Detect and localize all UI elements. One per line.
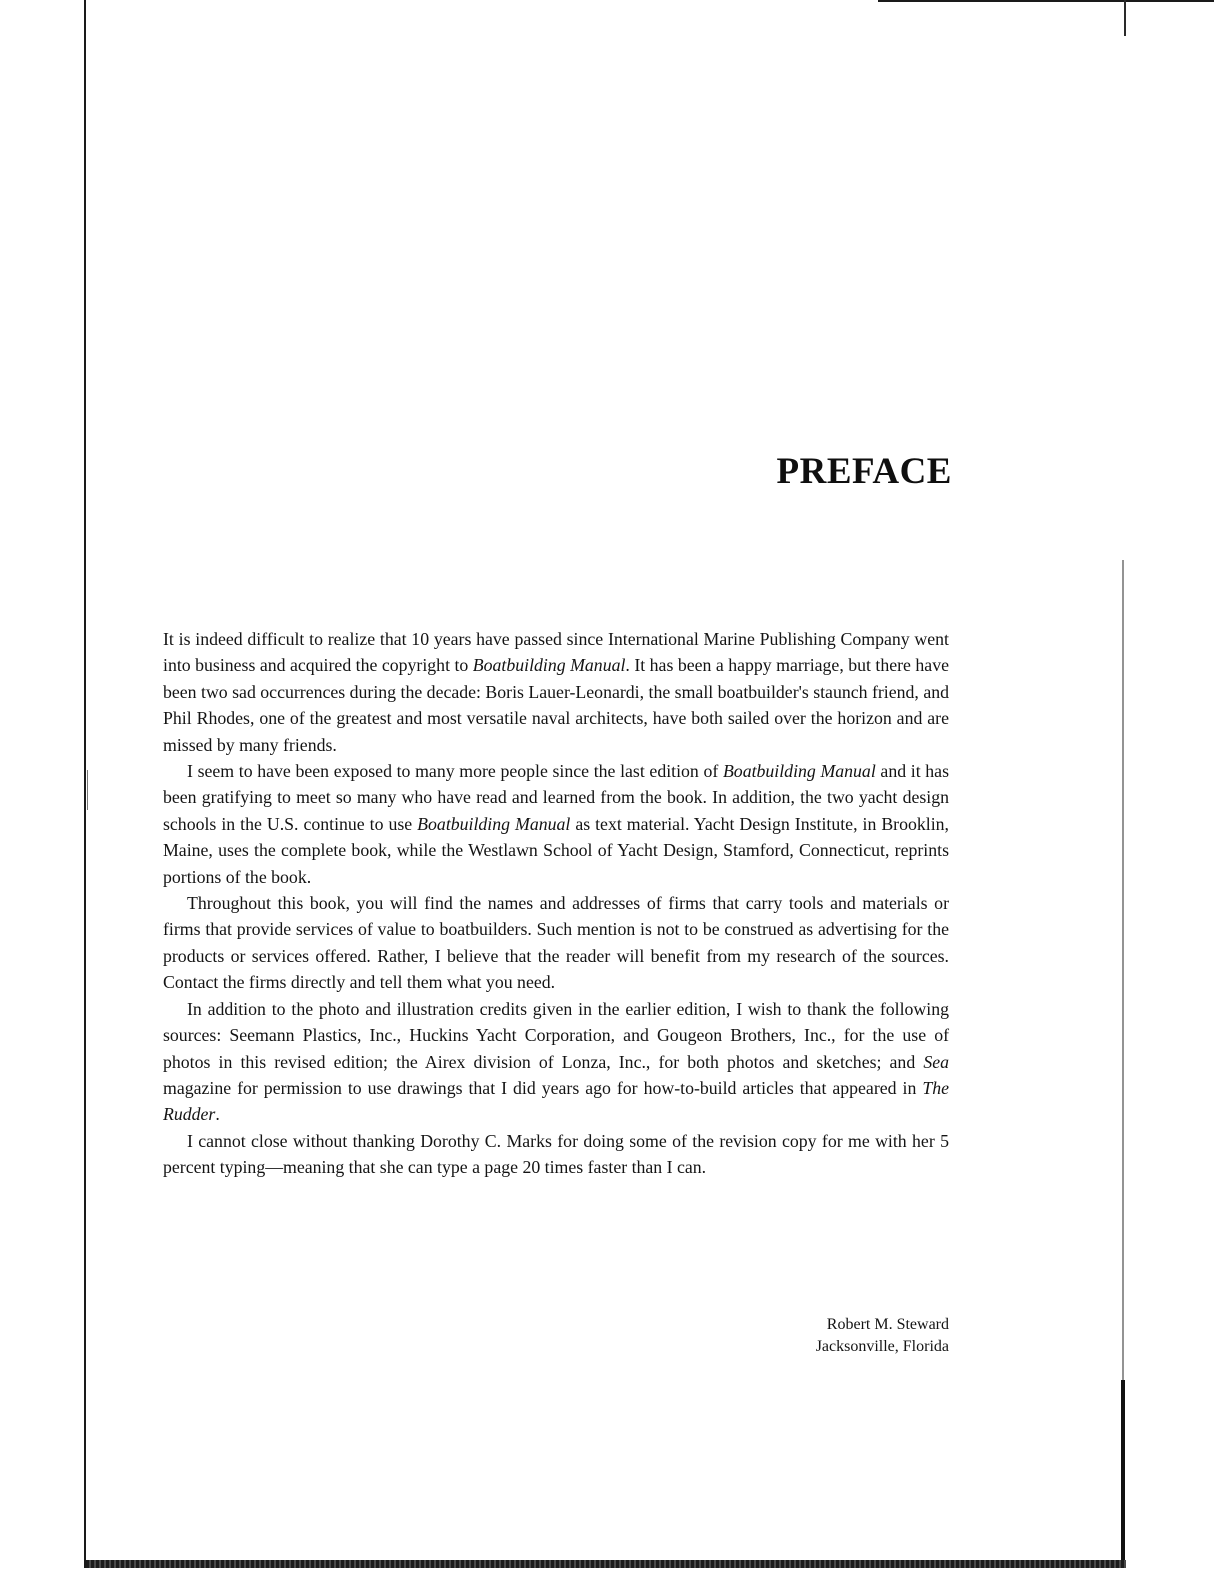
- paragraph-text: as text material. Yacht Design Institute, in Brooklin, Maine, uses the complete book, while the Westlawn School of Yacht Design, Stamford, Connecticut, reprints portions of the book.: [163, 813, 949, 887]
- scan-left-edge: [84, 0, 86, 1568]
- author-name: Robert M. Steward: [826, 1316, 949, 1333]
- paragraph-text: and it has been gratifying to meet so many who have read and learned from the book. In addition, the two yacht design schools in the U.S. continue to use: [163, 761, 949, 834]
- author-location: Jacksonville, Florida: [815, 1338, 949, 1355]
- paragraph-2: [163, 758, 949, 890]
- book-title: Boatbuilding Manual: [417, 813, 571, 834]
- paragraph-text: I cannot close without thanking Dorothy C. Marks for doing some of the revision copy for me with her 5 percent typing—meaning that she can type a page 20 times faster than I can.: [163, 1130, 949, 1178]
- paragraph-text: . It has been a happy marriage, but there have been two sad occurrences during the decade: Boris Lauer-Leonardi, the small boatbuilder's staunch friend, and Phil Rhodes, one of the greatest and most versatile naval architects, have both sailed over the horizon and are missed by many friends.: [163, 655, 949, 755]
- scan-top-edge: [878, 0, 1214, 2]
- scan-right-mark: [1121, 1380, 1125, 1560]
- paragraph-1: [163, 626, 949, 758]
- paragraph-3: [163, 890, 949, 996]
- paragraph-5: [163, 1128, 949, 1181]
- paragraph-text: .: [215, 1104, 220, 1125]
- signature-block: [700, 1314, 949, 1358]
- magazine-title: Sea: [923, 1051, 949, 1072]
- paragraph-text: magazine for permission to use drawings that I did years ago for how-to-build articles that appeared in: [163, 1077, 923, 1098]
- page-title: PREFACE: [776, 451, 952, 492]
- magazine-title: The Rudder: [163, 1077, 949, 1125]
- scan-right-edge-top: [1124, 0, 1126, 36]
- book-title: Boatbuilding Manual: [472, 655, 626, 676]
- book-title: Boatbuilding Manual: [722, 761, 876, 782]
- paragraph-4: [163, 996, 949, 1128]
- paragraph-text: It is indeed difficult to realize that 10 years have passed since International Marine Publishing Company went into business and acquired the copyright to: [163, 629, 949, 676]
- paragraph-text: Throughout this book, you will find the names and addresses of firms that carry tools and materials or firms that provide services of value to boatbuilders. Such mention is not to be construed as advertising for the products or services offered. Rather, I believe that the reader will benefit from my research of the sources. Contact the firms directly and tell them what you need.: [163, 893, 949, 993]
- scan-left-tick: [87, 770, 88, 810]
- scan-bottom-edge: [86, 1560, 1126, 1568]
- paragraph-text: In addition to the photo and illustration credits given in the earlier edition, I wish to thank the following sources: Seemann Plastics, Inc., Huckins Yacht Corporation, and Gougeon Brothers, Inc., for the use of photos in this revised edition; the Airex division of Lonza, Inc., for both photos and sketches; and: [163, 998, 949, 1072]
- paragraph-text: I seem to have been exposed to many more people since the last edition of: [187, 761, 723, 782]
- preface-body: [163, 626, 949, 1181]
